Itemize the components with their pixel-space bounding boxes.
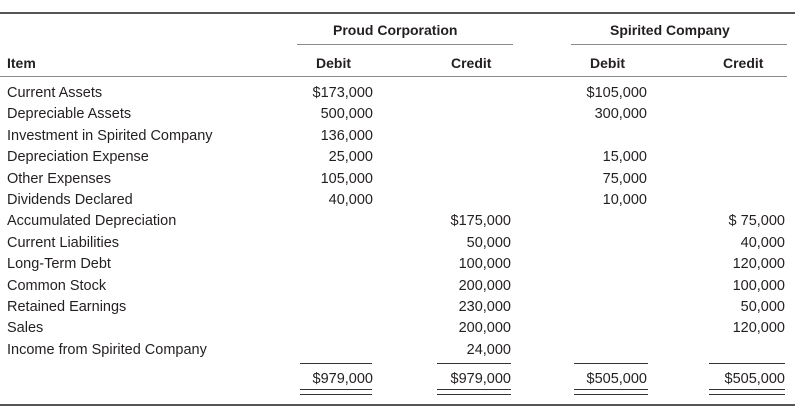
total-proud-credit: $979,000 (450, 371, 511, 387)
item-cell: Sales (7, 320, 44, 337)
item-cell: Current Liabilities (7, 234, 120, 251)
item-cell: Accumulated Depreciation (7, 213, 177, 230)
proud-debit-total-rule (300, 363, 372, 364)
spirited-debit-cell: 10,000 (602, 192, 647, 208)
bottom-rule (0, 404, 795, 406)
spirited-credit-cell: 120,000 (732, 320, 785, 337)
proud-credit-cell: 200,000 (458, 320, 511, 337)
item-cell: Common Stock (7, 277, 107, 294)
proud-credit-cell: 230,000 (458, 299, 511, 315)
spirited-credit-cell: 50,000 (740, 299, 785, 315)
spirited-credit-double-underline (709, 389, 785, 395)
total-proud-debit: $979,000 (312, 371, 373, 387)
spirited-credit-cell: 40,000 (740, 234, 785, 251)
proud-credit-cell: 50,000 (466, 234, 511, 251)
spirited-debit-cell: 300,000 (594, 106, 647, 123)
proud-debit-cell: 500,000 (320, 106, 373, 123)
company-header-spirited: Spirited Company (610, 22, 730, 38)
proud-debit-cell: 136,000 (320, 127, 373, 144)
spirited-debit-cell: $105,000 (586, 85, 647, 101)
column-header-item: Item (7, 55, 36, 71)
spirited-credit-cell: 100,000 (732, 277, 785, 294)
column-header-spirited-debit: Debit (590, 55, 625, 71)
spirited-debit-double-underline (574, 389, 648, 395)
proud-credit-double-underline (437, 389, 511, 395)
spirited-credit-cell: $ 75,000 (728, 213, 785, 230)
proud-debit-cell: $173,000 (312, 85, 373, 101)
proud-debit-double-underline (300, 389, 372, 395)
proud-credit-cell: $175,000 (450, 213, 511, 230)
item-cell: Income from Spirited Company (7, 341, 207, 358)
spirited-header-underline (571, 44, 787, 45)
proud-debit-cell: 105,000 (320, 170, 373, 187)
header-bottom-rule (0, 76, 787, 77)
item-cell: Dividends Declared (7, 192, 133, 208)
proud-debit-cell: 25,000 (328, 149, 373, 166)
spirited-debit-cell: 75,000 (602, 170, 647, 187)
company-header-proud: Proud Corporation (333, 22, 458, 38)
proud-debit-cell: 40,000 (328, 192, 373, 208)
total-spirited-debit: $505,000 (586, 371, 647, 387)
item-cell: Other Expenses (7, 170, 111, 187)
item-cell: Depreciable Assets (7, 106, 132, 123)
total-spirited-credit: $505,000 (724, 371, 785, 387)
item-cell: Current Assets (7, 85, 103, 101)
proud-header-underline (297, 44, 513, 45)
item-cell: Depreciation Expense (7, 149, 149, 166)
item-cell: Investment in Spirited Company (7, 127, 213, 144)
column-header-proud-debit: Debit (316, 55, 351, 71)
proud-credit-cell: 100,000 (458, 256, 511, 273)
item-cell: Long-Term Debt (7, 256, 111, 273)
top-rule (0, 12, 795, 14)
proud-credit-total-rule (437, 363, 511, 364)
proud-credit-cell: 24,000 (466, 341, 511, 358)
spirited-credit-cell: 120,000 (732, 256, 785, 273)
spirited-debit-cell: 15,000 (602, 149, 647, 166)
proud-credit-cell: 200,000 (458, 277, 511, 294)
column-header-spirited-credit: Credit (723, 55, 764, 71)
column-header-proud-credit: Credit (451, 55, 492, 71)
spirited-credit-total-rule (709, 363, 785, 364)
spirited-debit-total-rule (574, 363, 648, 364)
item-cell: Retained Earnings (7, 299, 127, 315)
